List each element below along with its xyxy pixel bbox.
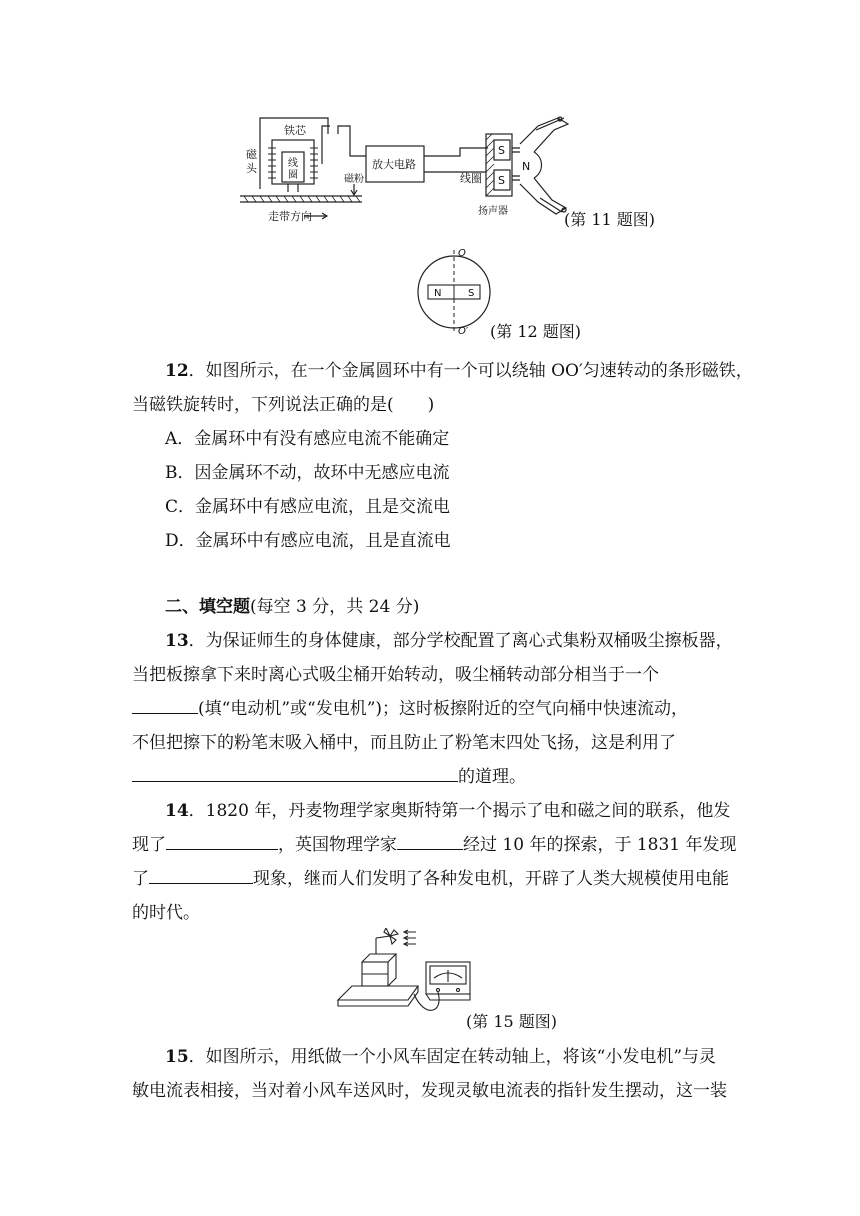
q14-number: 14 bbox=[165, 801, 189, 821]
q14-text-2c: 经过 10 年的探索，于 1831 年发现 bbox=[463, 835, 737, 855]
fig11-speaker-coil-label: 线圈 bbox=[460, 172, 482, 185]
q13-number: 13 bbox=[165, 631, 189, 651]
figure-12-diagram bbox=[414, 246, 494, 336]
q12-option-a: A．金属环中有没有感应电流不能确定 bbox=[165, 429, 450, 449]
q12-number: 12 bbox=[165, 361, 189, 381]
fig11-pole-s1: S bbox=[498, 144, 505, 157]
section-2-heading bbox=[165, 590, 419, 624]
fig11-pole-n: N bbox=[522, 160, 531, 173]
q14-text-2b: ，英国物理学家 bbox=[278, 835, 397, 855]
q15-line-1 bbox=[165, 1040, 716, 1074]
fig11-coil-label-1: 线 bbox=[288, 158, 298, 169]
q14-text-3b: 现象，继而人们发明了各种发电机，开辟了人类大规模使用电能 bbox=[253, 869, 729, 889]
q14-blank-3[interactable] bbox=[149, 865, 253, 884]
q12-line-1 bbox=[165, 354, 753, 388]
q12-text-1: ．如图所示，在一个金属圆环中有一个可以绕轴 OO′匀速转动的条形磁铁， bbox=[188, 361, 753, 381]
figure-15-diagram bbox=[334, 928, 474, 1028]
figure-11-diagram bbox=[238, 104, 578, 234]
fig11-iron-core-label: 铁芯 bbox=[284, 124, 306, 137]
q15-number: 15 bbox=[165, 1047, 189, 1067]
fig12-pole-s: S bbox=[468, 288, 475, 299]
fig12-axis-top: O bbox=[458, 248, 466, 259]
fig12-axis-bottom: O′ bbox=[458, 326, 469, 336]
q13-text-5: 的道理。 bbox=[458, 767, 526, 787]
q14-text-2a: 现了 bbox=[132, 835, 166, 855]
fig11-pole-s2: S bbox=[498, 174, 505, 187]
fig11-magnetic-head-label-1: 磁 bbox=[246, 148, 257, 161]
q13-blank-1[interactable] bbox=[132, 695, 198, 714]
q14-blank-1[interactable] bbox=[166, 831, 278, 850]
q15-text-1: ．如图所示，用纸做一个小风车固定在转动轴上，将该“小发电机”与灵 bbox=[188, 1047, 717, 1067]
q13-text-1: ．为保证师生的身体健康，部分学校配置了离心式集粉双桶吸尘擦板器， bbox=[188, 631, 733, 651]
q13-line-2: 当把板擦拿下来时离心式吸尘桶开始转动，吸尘桶转动部分相当于一个 bbox=[132, 665, 659, 685]
fig11-speaker-label: 扬声器 bbox=[478, 206, 508, 217]
q14-line-2 bbox=[132, 828, 737, 862]
fig11-magnetic-powder-label: 磁粉 bbox=[344, 174, 364, 185]
q13-blank-2[interactable] bbox=[132, 763, 458, 782]
fig12-pole-n: N bbox=[434, 288, 442, 299]
q12-option-c: C．金属环中有感应电流，且是交流电 bbox=[165, 497, 451, 517]
fig11-magnetic-head-label-2: 头 bbox=[246, 162, 257, 175]
q13-line-3 bbox=[132, 692, 688, 726]
q14-line-1 bbox=[165, 794, 730, 828]
q12-line-2: 当磁铁旋转时，下列说法正确的是( ) bbox=[132, 395, 435, 415]
section-2-note: (每空 3 分，共 24 分) bbox=[250, 597, 420, 617]
figure-12-caption: (第 12 题图) bbox=[490, 322, 582, 341]
q13-text-3: (填“电动机”或“发电机”)；这时板擦附近的空气向桶中快速流动， bbox=[198, 699, 689, 719]
fig11-amplifier-label: 放大电路 bbox=[372, 158, 416, 171]
q14-blank-2[interactable] bbox=[397, 831, 463, 850]
q13-line-5 bbox=[132, 760, 526, 794]
q12-option-b: B．因金属环不动，故环中无感应电流 bbox=[165, 463, 450, 483]
q13-line-1 bbox=[165, 624, 733, 658]
q14-text-3a: 了 bbox=[132, 869, 149, 889]
q15-line-2: 敏电流表相接，当对着小风车送风时，发现灵敏电流表的指针发生摆动，这一装 bbox=[132, 1081, 727, 1101]
q14-line-3 bbox=[132, 862, 729, 896]
q13-line-4: 不但把擦下的粉笔末吸入桶中，而且防止了粉笔末四处飞扬，这是利用了 bbox=[132, 733, 676, 753]
fig11-tape-direction-label: 走带方向 bbox=[268, 210, 312, 223]
fig11-coil-label-2: 圈 bbox=[288, 170, 298, 181]
figure-11-caption: (第 11 题图) bbox=[564, 210, 656, 229]
q12-option-d: D．金属环中有感应电流，且是直流电 bbox=[165, 531, 451, 551]
figure-15-caption: (第 15 题图) bbox=[466, 1012, 558, 1031]
section-2-title: 二、填空题 bbox=[165, 597, 250, 617]
q14-text-1: ．1820 年，丹麦物理学家奥斯特第一个揭示了电和磁之间的联系，他发 bbox=[188, 801, 731, 821]
q14-line-4: 的时代。 bbox=[132, 903, 200, 923]
